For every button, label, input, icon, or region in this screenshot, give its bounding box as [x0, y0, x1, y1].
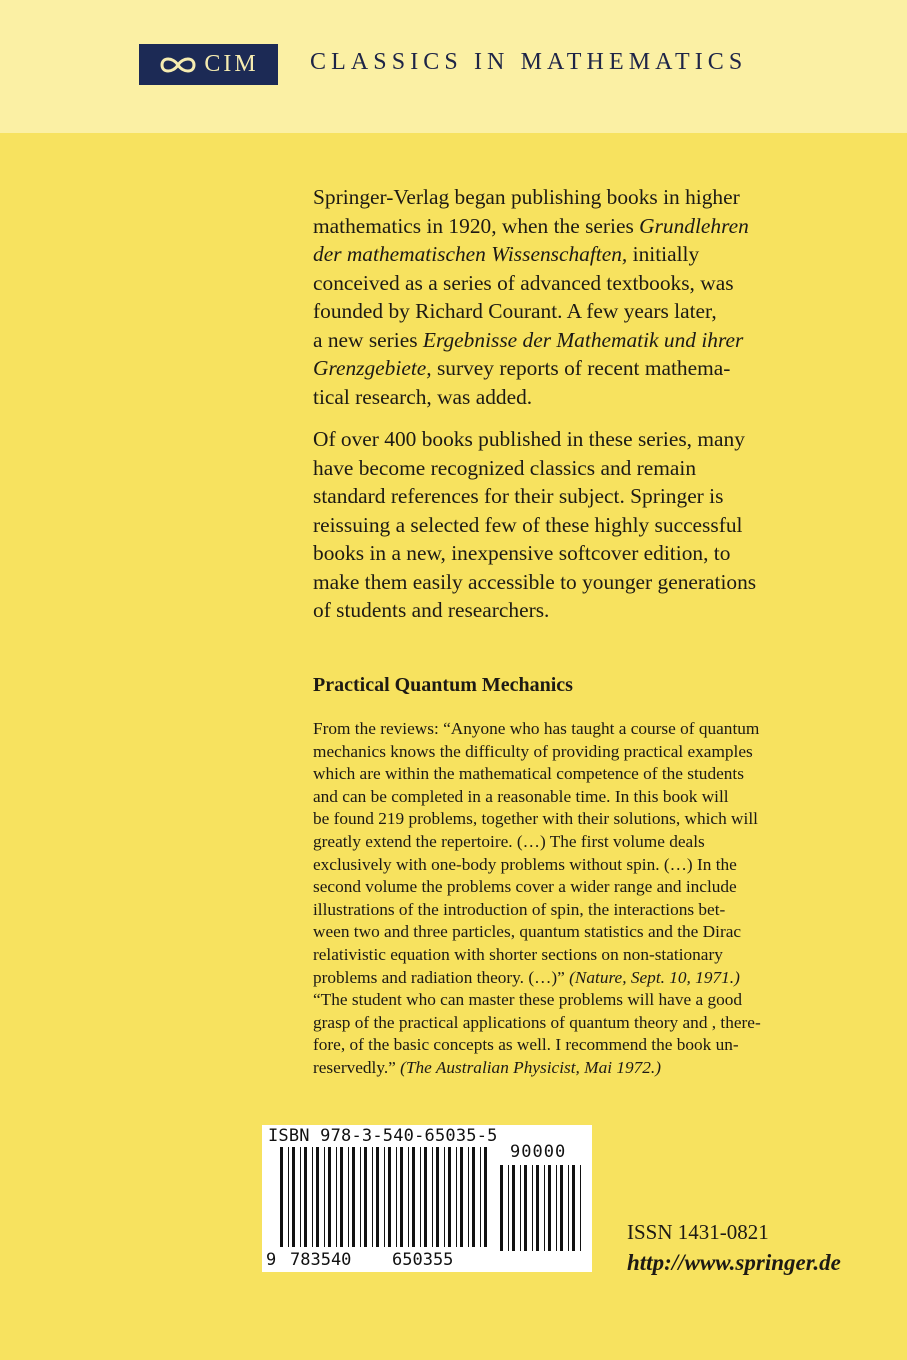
text-line	[313, 899, 833, 922]
barcode-bar	[544, 1165, 545, 1251]
barcode-bar	[508, 1165, 509, 1251]
barcode-bar	[384, 1147, 385, 1247]
barcode-bar	[300, 1147, 301, 1247]
text-line	[313, 511, 813, 540]
ean-digit-lead: 9	[266, 1250, 277, 1270]
text-segment: fore, of the basic concepts as well. I recommend the book un-	[313, 1035, 739, 1055]
text-segment: mathematics in 1920, when the series	[313, 213, 640, 238]
review-text	[313, 718, 833, 1080]
barcode-bar	[472, 1147, 475, 1247]
italic-text: der mathematischen Wissenschaften,	[313, 242, 628, 266]
text-line	[313, 183, 813, 212]
text-line	[313, 763, 833, 786]
barcode-bar	[548, 1165, 551, 1251]
barcode-bar	[436, 1147, 439, 1247]
text-segment: second volume the problems cover a wider range and include	[313, 877, 737, 897]
barcode-bar	[456, 1147, 457, 1247]
barcode-bar	[432, 1147, 433, 1247]
text-line	[313, 568, 813, 597]
barcode-bar	[572, 1165, 575, 1251]
barcode-addon-number: 90000	[510, 1142, 567, 1162]
text-line	[313, 297, 813, 326]
text-segment: greatly extend the repertoire. (…) The first volume deals	[313, 831, 705, 851]
text-segment: which are within the mathematical competence of the students	[313, 764, 744, 784]
barcode-bar	[520, 1165, 521, 1251]
ean-digit-group-right: 650355	[392, 1250, 454, 1270]
barcode-bar	[348, 1147, 349, 1247]
text-segment: books in a new, inexpensive softcover edition, to	[313, 541, 731, 565]
barcode-bar	[336, 1147, 337, 1247]
text-line	[313, 808, 833, 831]
barcode-bar	[512, 1165, 515, 1251]
text-line	[313, 354, 813, 383]
text-segment: illustrations of the introduction of spin, the interactions bet-	[313, 899, 726, 919]
italic-text: Grenzgebiete,	[313, 356, 432, 380]
text-line	[313, 831, 833, 854]
text-segment: standard references for their subject. Springer is	[313, 484, 724, 508]
text-segment: grasp of the practical applications of quantum theory and , there-	[313, 1012, 761, 1032]
text-line	[313, 596, 813, 625]
text-segment: and can be completed in a reasonable time. In this book will	[313, 786, 729, 806]
barcode-bar	[288, 1147, 289, 1247]
ean-digit-group-left: 783540	[290, 1250, 352, 1270]
text-line	[313, 854, 833, 877]
series-title: CLASSICS IN MATHEMATICS	[310, 49, 748, 75]
text-line	[313, 212, 813, 241]
text-segment: make them easily accessible to younger generations	[313, 569, 757, 594]
text-line	[313, 921, 833, 944]
barcode-bar	[324, 1147, 325, 1247]
text-line	[313, 967, 833, 990]
barcode-bar	[420, 1147, 421, 1247]
text-segment: relativistic equation with shorter sections on non-stationary	[313, 944, 723, 964]
text-line	[313, 1057, 833, 1080]
publisher-url[interactable]: http://www.springer.de	[627, 1250, 841, 1275]
cim-logo	[139, 44, 278, 85]
text-segment: exclusively with one-body problems without spin. (…) In the	[313, 854, 737, 874]
barcode-bar	[480, 1147, 481, 1247]
barcode-bar	[328, 1147, 331, 1247]
italic-text: Grundlehren	[639, 213, 749, 238]
text-segment: tical research, was added.	[313, 384, 533, 409]
barcode-bar	[412, 1147, 415, 1247]
book-title: Practical Quantum Mechanics	[313, 674, 573, 696]
text-segment: of students and researchers.	[313, 598, 550, 622]
text-line	[313, 383, 813, 412]
barcode-bar	[364, 1147, 367, 1247]
barcode-bar	[340, 1147, 343, 1247]
addon-barcode-bars	[500, 1165, 584, 1257]
barcode-bar	[556, 1165, 557, 1251]
barcode-bar	[360, 1147, 361, 1247]
italic-text: Ergebnisse der Mathematik und ihrer	[422, 327, 744, 352]
text-segment: survey reports of recent mathema-	[431, 356, 731, 380]
text-segment: Of over 400 books published in these series, many	[313, 427, 745, 451]
text-line	[313, 876, 833, 899]
barcode-bar	[292, 1147, 295, 1247]
barcode-bar	[444, 1147, 445, 1247]
text-segment: be found 219 problems, together with their solutions, which will	[313, 809, 758, 829]
barcode-bar	[568, 1165, 569, 1251]
text-line	[313, 482, 813, 511]
text-segment: From the reviews: “Anyone who has taught a course of quantum	[313, 719, 760, 738]
text-segment: problems and radiation theory. (…)”	[313, 967, 570, 987]
isbn-barcode	[262, 1125, 592, 1272]
barcode-bar	[372, 1147, 373, 1247]
barcode-bar	[280, 1147, 283, 1247]
intro-text	[313, 183, 813, 639]
text-line	[313, 1012, 833, 1035]
text-segment: ween two and three particles, quantum statistics and the Dirac	[313, 922, 742, 942]
ean-barcode-bars	[280, 1147, 488, 1257]
barcode-bar	[580, 1165, 581, 1251]
text-line	[313, 989, 833, 1012]
barcode-bar	[448, 1147, 451, 1247]
text-segment: reissuing a selected few of these highly successful	[313, 512, 743, 537]
barcode-bar	[400, 1147, 403, 1247]
text-line	[313, 269, 813, 298]
issn-number: ISSN 1431-0821	[627, 1220, 769, 1244]
barcode-bar	[484, 1147, 487, 1247]
text-line	[313, 786, 833, 809]
barcode-bar	[532, 1165, 533, 1251]
barcode-bar	[524, 1165, 527, 1251]
barcode-bar	[312, 1147, 313, 1247]
text-line	[313, 454, 813, 483]
infinity-icon	[158, 55, 198, 75]
barcode-bar	[560, 1165, 563, 1251]
text-segment: conceived as a series of advanced textbooks, was	[313, 270, 734, 295]
barcode-bar	[316, 1147, 319, 1247]
barcode-bar	[424, 1147, 427, 1247]
text-line	[313, 539, 813, 568]
text-segment: a new series	[313, 327, 423, 352]
barcode-bar	[352, 1147, 355, 1247]
barcode-bar	[376, 1147, 379, 1247]
barcode-bar	[460, 1147, 463, 1247]
text-line	[313, 1034, 833, 1057]
barcode-bar	[388, 1147, 391, 1247]
text-line	[313, 240, 813, 269]
barcode-bar	[536, 1165, 539, 1251]
text-segment: mechanics knows the difficulty of providing practical examples	[313, 741, 753, 761]
text-line	[313, 718, 833, 741]
text-segment: reservedly.”	[313, 1057, 401, 1077]
italic-text: (Nature, Sept. 10, 1971.)	[569, 967, 740, 987]
isbn-label: ISBN 978-3-540-65035-5	[268, 1126, 498, 1146]
text-segment: have become recognized classics and remain	[313, 455, 697, 480]
text-segment: founded by Richard Courant. A few years later,	[313, 299, 717, 323]
barcode-bar	[468, 1147, 469, 1247]
barcode-bar	[500, 1165, 503, 1251]
italic-text: (The Australian Physicist, Mai 1972.)	[400, 1057, 661, 1077]
cim-logo-text: CIM	[204, 51, 259, 77]
barcode-bar	[304, 1147, 307, 1247]
text-segment: Springer-Verlag began publishing books in higher	[313, 185, 740, 209]
text-line	[313, 741, 833, 764]
text-segment: initially	[627, 242, 700, 266]
barcode-bar	[396, 1147, 397, 1247]
barcode-bar	[408, 1147, 409, 1247]
text-line	[313, 944, 833, 967]
intro-paragraph-1	[313, 183, 813, 411]
text-line	[313, 326, 813, 355]
text-line	[313, 425, 813, 454]
text-segment: “The student who can master these problems will have a good	[313, 990, 743, 1010]
intro-paragraph-2	[313, 425, 813, 625]
